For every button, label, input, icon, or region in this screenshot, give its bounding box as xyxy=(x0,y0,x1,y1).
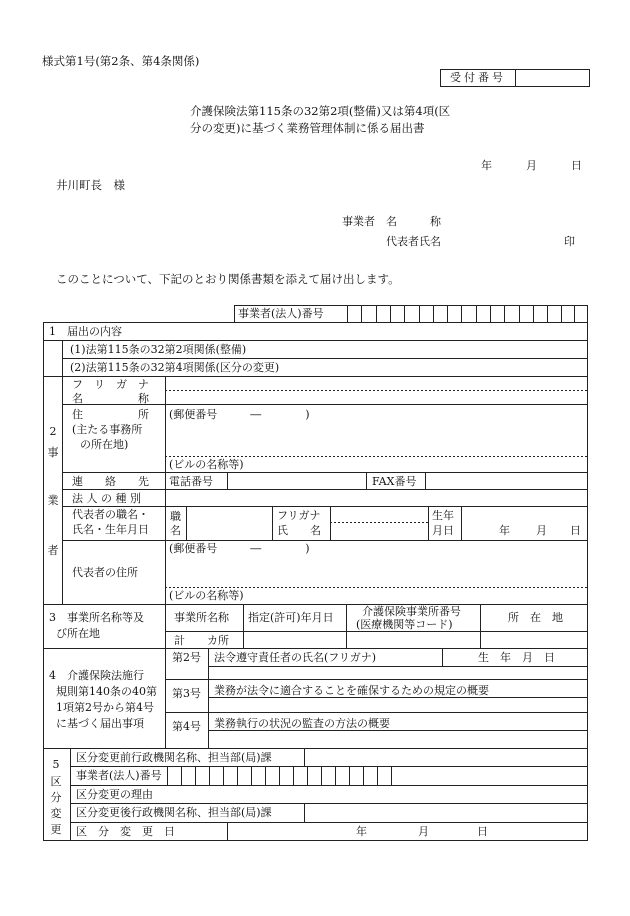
s2-birth-2: 月日 xyxy=(432,524,454,537)
s2-post-label-2: 名 xyxy=(170,524,181,537)
s2-address-sub-2: の所在地) xyxy=(80,438,129,451)
receipt-number-label: 受付番号 xyxy=(441,70,516,86)
s4-no4-text: 業務執行の状況の監査の方法の概要 xyxy=(214,717,390,730)
s2-furigana-label: フ リ ガ ナ xyxy=(72,378,149,391)
s3-total: 計 カ所 xyxy=(174,634,229,647)
s4-no2-text: 法令遵守責任者の氏名(フリガナ) xyxy=(214,651,377,664)
corp-number-label: 事業者(法人)番号 xyxy=(238,307,324,320)
s4-no4: 第4号 xyxy=(172,720,201,733)
date-day: 日 xyxy=(571,159,582,172)
s2-rep-title-1: 代表者の職名・ xyxy=(72,508,149,521)
s2-postal-code[interactable]: (郵便番号 ― ) xyxy=(169,408,310,421)
s4-no3: 第3号 xyxy=(172,687,201,700)
s2-post-label-1: 職 xyxy=(170,510,181,523)
s2-name-label: 名 称 xyxy=(72,392,149,405)
s2-fax-label: FAX番号 xyxy=(372,475,417,488)
s5-char-3: 変 xyxy=(50,807,62,820)
date-year: 年 xyxy=(481,159,492,172)
s2-birth-month: 月 xyxy=(536,524,547,537)
s2-corp-type-label: 法 人 の 種 別 xyxy=(72,492,141,505)
applicant-name-label: 事業者 名 称 xyxy=(342,215,441,228)
s5-year: 年 xyxy=(356,825,367,838)
s3-location: 所 在 地 xyxy=(508,611,563,624)
s3-title-1: 3 事業所名称等及 xyxy=(49,611,144,624)
form-number: 様式第1号(第2条、第4条関係) xyxy=(42,54,200,68)
s3-office-name: 事業所名称 xyxy=(174,611,229,624)
s5-char-2: 分 xyxy=(50,791,62,804)
s2-building-name-2[interactable]: (ビルの名称等) xyxy=(169,589,244,602)
s2-address-sub-1: (主たる事務所 xyxy=(72,423,143,436)
s2-char-2: 業 xyxy=(47,494,59,507)
s5-row-4: 区分変更後行政機関名称、担当部(局)課 xyxy=(76,806,272,819)
s4-title-3: 1項第2号から第4号 xyxy=(56,701,154,714)
s2-building-name[interactable]: (ビルの名称等) xyxy=(169,458,244,471)
s4-no2: 第2号 xyxy=(172,651,201,664)
s3-office-no-2: (医療機関等コード) xyxy=(356,618,453,631)
s5-row-2: 事業者(法人)番号 xyxy=(76,769,162,782)
intro-text: このことについて、下記のとおり関係書類を添えて届け出します。 xyxy=(56,272,400,286)
s2-contact-label: 連 絡 先 xyxy=(72,475,149,488)
s5-corp-number-digit-cells xyxy=(182,766,392,785)
title-line-1: 介護保険法第115条の32第2項(整備)又は第4項(区 xyxy=(190,104,451,118)
s5-row-1: 区分変更前行政機関名称、担当部(局)課 xyxy=(76,751,272,764)
s5-char-4: 更 xyxy=(50,823,62,836)
representative-name-label: 代表者氏名 xyxy=(386,235,441,248)
s2-rep-address-label: 代表者の住所 xyxy=(72,566,138,579)
s2-name-2: 氏 名 xyxy=(277,524,321,537)
s2-char-1: 事 xyxy=(47,446,59,459)
title-line-2: 分の変更)に基づく業務管理体制に係る届出書 xyxy=(190,121,425,135)
s1-option-1[interactable]: (1)法第115条の32第2項関係(整備) xyxy=(70,343,247,356)
s1-option-2[interactable]: (2)法第115条の32第4項関係(区分の変更) xyxy=(70,361,280,374)
s3-title-2: び所在地 xyxy=(56,627,100,640)
s4-title-1: 4 介護保険法施行 xyxy=(49,669,144,682)
s2-address-label: 住 所 xyxy=(72,408,149,421)
s2-phone-label: 電話番号 xyxy=(169,475,213,488)
s5-row-3: 区分変更の理由 xyxy=(76,788,153,801)
date-month: 月 xyxy=(526,159,537,172)
s2-number: 2 xyxy=(49,425,57,438)
seal-mark: 印 xyxy=(564,235,575,248)
s2-postal-code-2[interactable]: (郵便番号 ― ) xyxy=(169,542,310,555)
s5-month: 月 xyxy=(418,825,429,838)
s3-designated-date: 指定(許可)年月日 xyxy=(248,611,334,624)
s4-no3-text: 業務が法令に適合することを確保するための規定の概要 xyxy=(214,684,489,697)
s5-number: 5 xyxy=(52,758,60,771)
s2-furigana-2: フリガナ xyxy=(277,509,321,522)
s4-title-4: に基づく届出事項 xyxy=(56,717,144,730)
s4-no2-birth: 生 年 月 日 xyxy=(478,651,555,664)
s2-char-3: 者 xyxy=(47,544,59,557)
addressee: 井川町長 様 xyxy=(56,178,125,192)
s2-birth-day: 日 xyxy=(570,524,581,537)
s3-office-no-1: 介護保険事業所番号 xyxy=(362,605,461,618)
s5-char-1: 区 xyxy=(50,775,62,788)
corp-number-digit-cells xyxy=(362,305,575,322)
s4-title-2: 規則第140条の40第 xyxy=(56,685,157,698)
s2-birth-1: 生年 xyxy=(432,509,454,522)
s1-title: 1 届出の内容 xyxy=(49,325,122,338)
s5-day: 日 xyxy=(477,825,488,838)
s2-rep-title-2: 氏名・生年月日 xyxy=(72,523,149,536)
s2-birth-year: 年 xyxy=(499,524,510,537)
s5-row-5: 区 分 変 更 日 xyxy=(76,825,175,838)
